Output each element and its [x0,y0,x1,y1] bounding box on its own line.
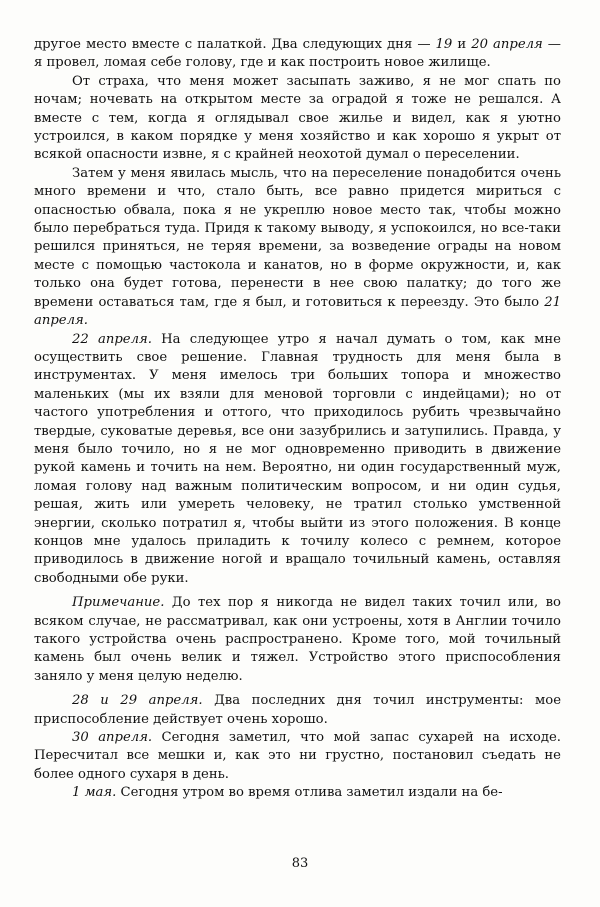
date-entry: 1 мая. [72,785,117,801]
date-entry: Примечание. [72,595,165,611]
paragraph-text: От страха, что меня может засыпать заживо, я не мог спать по ночам; ночевать на открытом месте за оградой я тоже не решался. А вместе с тем, когда я оглядывал свое жилье и видел, как я уютно устроился, в каком порядке у меня хозяйство и как хорошо я укрыт от всякой опасности извне, я с крайней неохотой думал о переселении. [34,73,561,163]
paragraph [34,692,561,729]
paragraph [34,784,561,802]
date-entry: 28 и 29 апреля. [72,693,203,709]
paragraph [34,73,561,165]
paragraph-text: Сегодня утром во время отлива заметил издали на бе- [116,785,503,801]
paragraph [34,331,561,589]
paragraph-text: Затем у меня явилась мысль, что на переселение понадобится очень много времени и что, стало быть, все равно придется мириться с опасностью обвала, пока я не укреплю новое место так, чтобы можно было перебраться туда. Придя к такому выводу, я успокоился, но все-таки решился приняться, не теряя времени, за возведение ограды на новом месте с помощью частокола и канатов, но в форме окружности, и, как только она будет готова, перенести в нее свою палатку; до того же времени оставаться там, где я был, и готовиться к переезду. Это было [34,165,561,310]
paragraph [34,729,561,784]
date-entry: 20 апреля [471,37,543,52]
paragraph [34,36,561,73]
page-number: 83 [291,856,309,871]
paragraph-text: другое место вместе с палаткой. Два следующих дня — [34,37,436,52]
paragraph [34,594,561,686]
paragraph [34,165,561,331]
date-entry: 21 апреля. [34,294,561,329]
paragraph-text: и [452,37,472,52]
paragraph-text: Два последних дня точил инструменты: мое приспособление действует очень хорошо. [34,693,561,727]
date-entry: 19 [435,37,453,52]
paragraph-text: До тех пор я никогда не видел таких точил или, во всяком случае, не рассматривал, как они устроены, хотя в Англии точило такого устройства очень распространено. Кроме того, мой точильный камень был очень велик и тяжел. Устройство этого приспособления заняло у меня целую неделю. [34,595,561,684]
page-body-text [34,36,561,803]
paragraph-text: На следующее утро я начал думать о том, как мне осуществить свое решение. Главная трудность для меня была в инструментах. У меня имелось три больших топора и множество маленьких (мы их взяли для меновой торговли с индейцами); но от частого употребления и оттого, что приходилось рубить чрезвычайно твердые, суковатые деревья, все они зазубрились и затупились. Правда, у меня было точило, но я не мог одновременно приводить в движение рукой камень и точить на нем. Вероятно, ни один государственный муж, ломая голову над важным политическим вопросом, и ни один судья, решая, жить или умереть человеку, не тратил столько умственной энергии, сколько потратил я, чтобы выйти из этого положения. В конце концов мне удалось приладить к точилу колесо с ремнем, которое приводилось в движение ногой и вращало точильный камень, оставляя свободными обе руки. [34,331,561,586]
paragraph-text: — я провел, ломая себе голову, где и как построить новое жилище. [34,37,561,71]
paragraph-text: Сегодня заметил, что мой запас сухарей на исходе. Пересчитал все мешки и, как это ни грустно, постановил съедать не более одного сухаря в день. [34,730,561,782]
date-entry: 30 апреля. [72,730,153,746]
date-entry: 22 апреля. [72,331,152,347]
